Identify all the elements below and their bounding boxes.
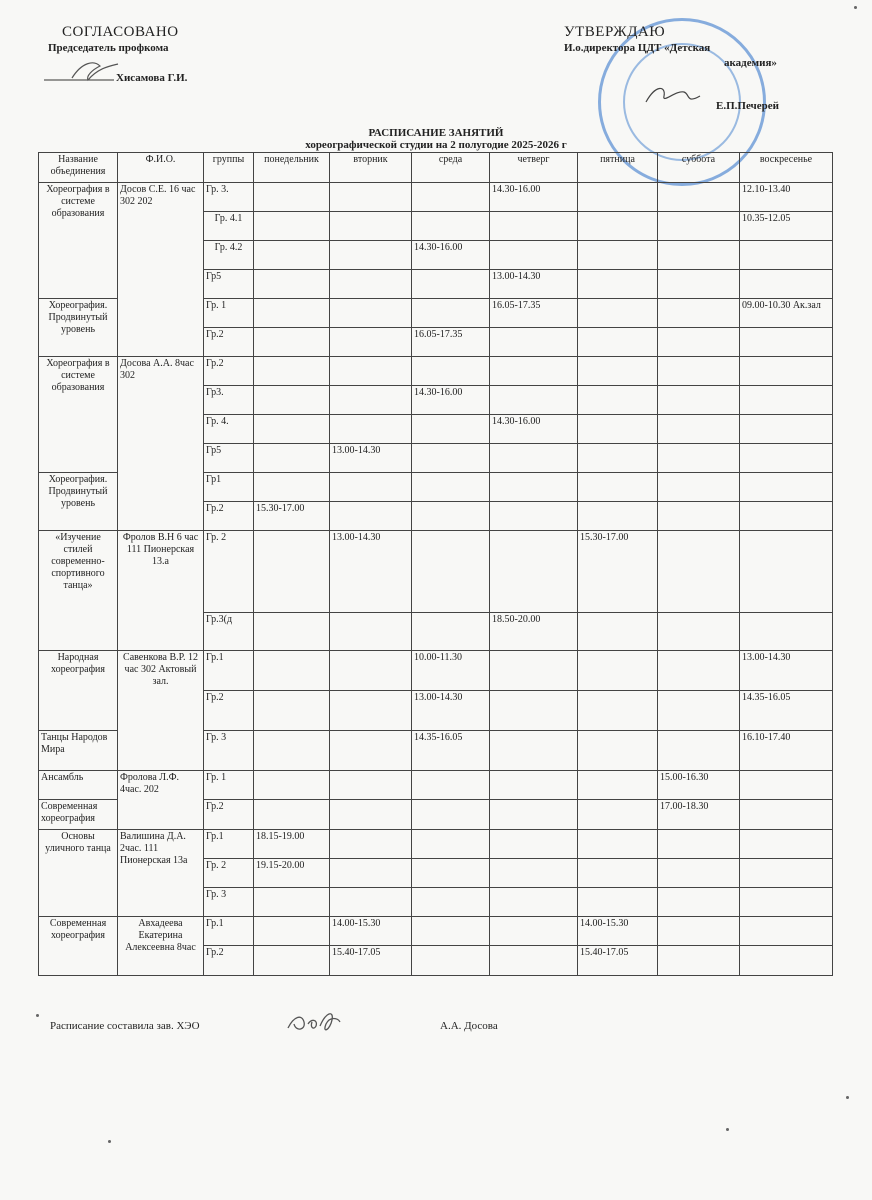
schedule-cell: 13.00-14.30 [490, 270, 578, 299]
schedule-cell: 13.00-14.30 [330, 531, 412, 613]
schedule-cell [740, 613, 833, 651]
group-cell: Гр.2 [204, 946, 254, 976]
schedule-cell [490, 691, 578, 731]
schedule-cell [658, 183, 740, 212]
schedule-cell [740, 473, 833, 502]
table-row [39, 830, 833, 859]
header-row [39, 153, 833, 183]
schedule-cell [740, 270, 833, 299]
schedule-cell [740, 386, 833, 415]
group-cell: Гр. 3. [204, 183, 254, 212]
schedule-cell [254, 328, 330, 357]
schedule-cell: 13.00-14.30 [412, 691, 490, 731]
schedule-cell [658, 917, 740, 946]
schedule-cell [740, 888, 833, 917]
schedule-cell: 10.00-11.30 [412, 651, 490, 691]
schedule-cell [412, 946, 490, 976]
teacher-name: Авхадеева Екатерина Алексеевна 8час [118, 917, 204, 976]
approved-role: Председатель профкома [48, 42, 169, 54]
schedule-cell [490, 946, 578, 976]
schedule-cell [740, 917, 833, 946]
schedule-cell [490, 357, 578, 386]
col-header: среда [412, 153, 490, 183]
schedule-cell [330, 212, 412, 241]
schedule-cell: 14.30-16.00 [412, 386, 490, 415]
schedule-cell [578, 771, 658, 800]
schedule-cell [412, 531, 490, 613]
schedule-cell [412, 415, 490, 444]
schedule-cell [658, 270, 740, 299]
group-cell: Гр. 3 [204, 731, 254, 771]
schedule-cell [658, 888, 740, 917]
schedule-cell [412, 212, 490, 241]
schedule-cell: 19.15-20.00 [254, 859, 330, 888]
schedule-cell [412, 800, 490, 830]
schedule-cell [578, 270, 658, 299]
association-name: Хореография. Продвинутый уровень [39, 473, 118, 531]
schedule-cell [740, 830, 833, 859]
schedule-cell [740, 241, 833, 270]
schedule-cell [412, 859, 490, 888]
schedule-cell [578, 859, 658, 888]
schedule-cell: 14.30-16.00 [490, 415, 578, 444]
compiler-signature [282, 1008, 342, 1038]
schedule-cell [412, 357, 490, 386]
col-header: вторник [330, 153, 412, 183]
schedule-cell [658, 328, 740, 357]
association-name: Современная хореография [39, 800, 118, 830]
schedule-cell: 13.00-14.30 [330, 444, 412, 473]
schedule-cell [254, 691, 330, 731]
schedule-cell [330, 613, 412, 651]
schedule-cell [490, 771, 578, 800]
schedule-cell [330, 888, 412, 917]
group-cell: Гр.1 [204, 830, 254, 859]
table-row [39, 771, 833, 800]
schedule-cell [578, 800, 658, 830]
schedule-cell [740, 415, 833, 444]
schedule-cell [254, 183, 330, 212]
schedule-cell [490, 651, 578, 691]
schedule-cell [578, 473, 658, 502]
schedule-cell: 14.00-15.30 [330, 917, 412, 946]
group-cell: Гр. 4. [204, 415, 254, 444]
schedule-cell [490, 386, 578, 415]
schedule-cell [658, 859, 740, 888]
schedule-cell [254, 651, 330, 691]
scan-speck [854, 6, 857, 9]
table-row [39, 357, 833, 386]
schedule-cell [578, 691, 658, 731]
table-row [39, 183, 833, 212]
schedule-cell [658, 212, 740, 241]
schedule-cell [330, 731, 412, 771]
col-header: воскресенье [740, 153, 833, 183]
schedule-cell [490, 241, 578, 270]
schedule-cell [330, 502, 412, 531]
schedule-cell [490, 830, 578, 859]
schedule-cell [330, 357, 412, 386]
group-cell: Гр. 4.2 [204, 241, 254, 270]
group-cell: Гр.2 [204, 502, 254, 531]
schedule-cell: 15.30-17.00 [578, 531, 658, 613]
approved-heading: СОГЛАСОВАНО [62, 24, 179, 40]
schedule-cell: 10.35-12.05 [740, 212, 833, 241]
schedule-cell [254, 531, 330, 613]
schedule-cell [254, 415, 330, 444]
schedule-cell [254, 386, 330, 415]
schedule-cell [578, 212, 658, 241]
schedule-cell [412, 270, 490, 299]
schedule-cell: 15.40-17.05 [330, 946, 412, 976]
schedule-cell [490, 800, 578, 830]
schedule-cell [740, 771, 833, 800]
schedule-cell [658, 651, 740, 691]
association-name: «Изучение стилей современно-спортивного танца» [39, 531, 118, 651]
schedule-cell [578, 241, 658, 270]
schedule-cell [658, 731, 740, 771]
schedule-cell: 18.50-20.00 [490, 613, 578, 651]
schedule-cell [658, 830, 740, 859]
schedule-cell: 14.00-15.30 [578, 917, 658, 946]
schedule-cell: 15.00-16.30 [658, 771, 740, 800]
schedule-cell [330, 651, 412, 691]
schedule-cell [330, 859, 412, 888]
teacher-name: Савенкова В.Р. 12 час 302 Актовый зал. [118, 651, 204, 771]
schedule-cell [412, 473, 490, 502]
schedule-cell [330, 800, 412, 830]
schedule-cell [254, 888, 330, 917]
schedule-cell [330, 386, 412, 415]
schedule-cell [578, 444, 658, 473]
table-row [39, 531, 833, 613]
schedule-cell [578, 731, 658, 771]
schedule-cell [740, 800, 833, 830]
schedule-cell [578, 502, 658, 531]
schedule-cell [490, 502, 578, 531]
schedule-cell [490, 859, 578, 888]
confirm-role: И.о.директора ЦДТ «Детская [564, 42, 711, 54]
association-name: Основы уличного танца [39, 830, 118, 917]
association-name: Хореография в системе образования [39, 183, 118, 299]
schedule-cell [254, 946, 330, 976]
group-cell: Гр. 2 [204, 859, 254, 888]
schedule-cell: 16.10-17.40 [740, 731, 833, 771]
col-header: понедельник [254, 153, 330, 183]
schedule-cell [254, 917, 330, 946]
schedule-cell [740, 357, 833, 386]
schedule-cell [740, 502, 833, 531]
confirm-name: Е.П.Печерей [716, 100, 779, 112]
scan-speck [846, 1096, 849, 1099]
teacher-name: Фролов В.Н 6 час 111 Пионерская 13.а [118, 531, 204, 651]
schedule-cell [330, 473, 412, 502]
schedule-cell [254, 473, 330, 502]
schedule-cell [254, 613, 330, 651]
schedule-cell [740, 859, 833, 888]
schedule-cell [412, 444, 490, 473]
schedule-cell [658, 415, 740, 444]
schedule-cell [490, 473, 578, 502]
scan-speck [108, 1140, 111, 1143]
table-row [39, 917, 833, 946]
schedule-cell [578, 328, 658, 357]
schedule-cell [254, 299, 330, 328]
schedule-cell [330, 691, 412, 731]
schedule-cell [412, 502, 490, 531]
schedule-cell [740, 444, 833, 473]
schedule-cell [490, 917, 578, 946]
group-cell: Гр. 3 [204, 888, 254, 917]
schedule-cell: 09.00-10.30 Ак.зал [740, 299, 833, 328]
association-name: Народная хореография [39, 651, 118, 731]
schedule-cell [254, 444, 330, 473]
schedule-cell [658, 444, 740, 473]
schedule-cell [740, 328, 833, 357]
schedule-cell: 18.15-19.00 [254, 830, 330, 859]
schedule-cell [658, 299, 740, 328]
schedule-cell: 12.10-13.40 [740, 183, 833, 212]
schedule-cell [254, 771, 330, 800]
schedule-cell [490, 212, 578, 241]
compiled-by-label: Расписание составила зав. ХЭО [50, 1020, 200, 1032]
group-cell: Гр3. [204, 386, 254, 415]
page-title: РАСПИСАНИЕ ЗАНЯТИЙ [368, 127, 504, 139]
schedule-cell [254, 731, 330, 771]
schedule-cell: 14.30-16.00 [490, 183, 578, 212]
schedule-cell [254, 357, 330, 386]
schedule-cell: 14.35-16.05 [740, 691, 833, 731]
schedule-cell [412, 183, 490, 212]
schedule-cell [658, 357, 740, 386]
schedule-cell: 13.00-14.30 [740, 651, 833, 691]
schedule-cell: 15.30-17.00 [254, 502, 330, 531]
schedule-cell: 14.30-16.00 [412, 241, 490, 270]
schedule-cell [490, 888, 578, 917]
schedule-cell [658, 613, 740, 651]
confirm-heading: УТВЕРЖДАЮ [564, 24, 666, 40]
group-cell: Гр. 2 [204, 531, 254, 613]
schedule-cell [578, 183, 658, 212]
schedule-cell [412, 888, 490, 917]
confirm-role-cont: академия» [724, 57, 777, 69]
teacher-name: Валишина Д.А. 2час. 111 Пионерская 13а [118, 830, 204, 917]
col-header: суббота [658, 153, 740, 183]
group-cell: Гр5 [204, 270, 254, 299]
association-name: Хореография в системе образования [39, 357, 118, 473]
association-name: Ансамбль [39, 771, 118, 800]
schedule-cell [490, 444, 578, 473]
group-cell: Гр.2 [204, 691, 254, 731]
schedule-table [38, 152, 833, 976]
schedule-cell: 17.00-18.30 [658, 800, 740, 830]
group-cell: Гр.1 [204, 917, 254, 946]
schedule-cell [658, 531, 740, 613]
association-name: Танцы Народов Мира [39, 731, 118, 771]
schedule-cell [412, 771, 490, 800]
schedule-cell [330, 270, 412, 299]
schedule-cell [330, 183, 412, 212]
schedule-cell [254, 270, 330, 299]
schedule-cell [740, 946, 833, 976]
schedule-cell [578, 386, 658, 415]
group-cell: Гр5 [204, 444, 254, 473]
schedule-cell [330, 299, 412, 328]
schedule-cell [412, 830, 490, 859]
schedule-cell [330, 328, 412, 357]
schedule-cell [490, 531, 578, 613]
group-cell: Гр. 1 [204, 771, 254, 800]
schedule-cell [254, 241, 330, 270]
schedule-cell [578, 299, 658, 328]
teacher-name: Фролова Л.Ф. 4час. 202 [118, 771, 204, 830]
right-signature [640, 82, 710, 110]
schedule-cell [578, 888, 658, 917]
scan-speck [36, 1014, 39, 1017]
schedule-cell [658, 946, 740, 976]
schedule-cell [490, 328, 578, 357]
col-header: пятница [578, 153, 658, 183]
schedule-cell [578, 830, 658, 859]
association-name: Хореография. Продвинутый уровень [39, 299, 118, 357]
compiler-name: А.А. Досова [440, 1020, 498, 1032]
group-cell: Гр.1 [204, 651, 254, 691]
page-subtitle: хореографической студии на 2 полугодие 2025-2026 г [305, 139, 567, 151]
approved-name: Хисамова Г.И. [116, 72, 188, 84]
schedule-cell [330, 241, 412, 270]
schedule-cell [412, 299, 490, 328]
group-cell: Гр.2 [204, 328, 254, 357]
teacher-name: Досова А.А. 8час 302 [118, 357, 204, 531]
group-cell: Гр.3(д [204, 613, 254, 651]
schedule-cell [658, 502, 740, 531]
schedule-cell [658, 691, 740, 731]
schedule-cell [578, 651, 658, 691]
col-header: Название объединения [39, 153, 118, 183]
schedule-cell [330, 771, 412, 800]
col-header: четверг [490, 153, 578, 183]
schedule-cell [578, 357, 658, 386]
col-header: Ф.И.О. [118, 153, 204, 183]
schedule-cell: 16.05-17.35 [412, 328, 490, 357]
association-name: Современная хореография [39, 917, 118, 976]
schedule-cell [740, 531, 833, 613]
group-cell: Гр. 1 [204, 299, 254, 328]
table-row [39, 651, 833, 691]
schedule-cell [254, 212, 330, 241]
schedule-cell [330, 415, 412, 444]
schedule-cell [658, 473, 740, 502]
schedule-cell [412, 917, 490, 946]
schedule-cell [578, 415, 658, 444]
group-cell: Гр.2 [204, 357, 254, 386]
schedule-cell [658, 386, 740, 415]
teacher-name: Досов С.Е. 16 час 302 202 [118, 183, 204, 357]
schedule-cell [490, 731, 578, 771]
left-signature [42, 58, 122, 84]
group-cell: Гр1 [204, 473, 254, 502]
schedule-cell: 15.40-17.05 [578, 946, 658, 976]
schedule-cell: 14.35-16.05 [412, 731, 490, 771]
schedule-cell [330, 830, 412, 859]
schedule-cell: 16.05-17.35 [490, 299, 578, 328]
group-cell: Гр. 4.1 [204, 212, 254, 241]
col-header: группы [204, 153, 254, 183]
schedule-cell [658, 241, 740, 270]
schedule-cell [254, 800, 330, 830]
schedule-cell [578, 613, 658, 651]
group-cell: Гр.2 [204, 800, 254, 830]
schedule-cell [412, 613, 490, 651]
scan-speck [726, 1128, 729, 1131]
